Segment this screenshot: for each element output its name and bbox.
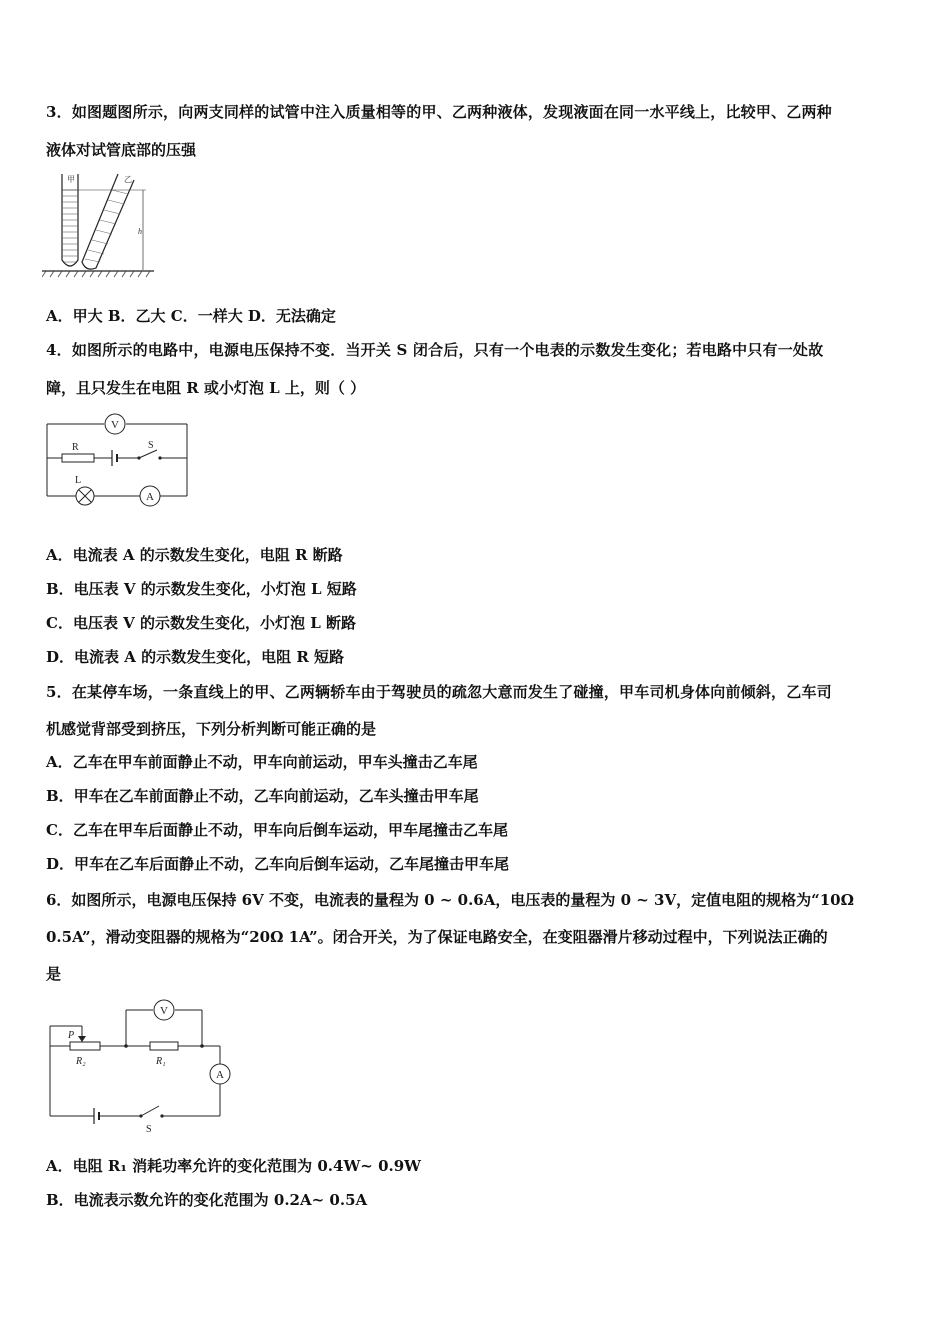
label-r: R [72,442,79,453]
ground-hatch [42,271,150,277]
label-a: A [146,491,154,503]
q3-test-tubes-figure [42,168,162,280]
switch-s [139,450,157,458]
q5-stem-line2: 机感觉背部受到挤压，下列分析判断可能正确的是 [46,720,377,738]
tube-yi [82,174,134,269]
q6-circuit-figure [42,994,237,1134]
q6-stem-line3: 是 [46,965,62,983]
label-s: S [148,440,154,451]
label-v: V [160,1005,168,1017]
q3-stem-line1: 3．如图题图所示，向两支同样的试管中注入质量相等的甲、乙两种液体，发现液面在同一水平线上，比较甲、乙两种 [46,103,832,121]
label-r2: R₂ [76,1056,86,1067]
q5-option-a: A．乙车在甲车前面静止不动，甲车向前运动，甲车头撞击乙车尾 [46,753,478,771]
q4-stem-line1: 4．如图所示的电路中，电源电压保持不变．当开关 S 闭合后，只有一个电表的示数发生变化；若电路中只有一处故 [46,341,824,359]
label-a: A [216,1069,224,1081]
q4-option-a: A．电流表 A 的示数发生变化，电阻 R 断路 [46,546,343,564]
q4-option-d: D．电流表 A 的示数发生变化，电阻 R 短路 [46,648,345,666]
label-p: P [68,1030,75,1041]
label-yi: 乙 [124,175,132,184]
q6-stem-line2: 0.5A”，滑动变阻器的规格为“20Ω 1A”。闭合开关，为了保证电路安全，在变阻器滑片移动过程中，下列说法正确的 [46,928,828,946]
q6-option-a: A．电阻 R₁ 消耗功率允许的变化范围为 0.4W~ 0.9W [46,1157,422,1175]
q3-stem-line2: 液体对试管底部的压强 [46,141,197,159]
resistor-r [62,454,94,462]
q4-circuit-figure [42,408,192,510]
label-jia: 甲 [67,175,75,184]
q4-stem-line2: 障，且只发生在电阻 R 或小灯泡 L 上，则（ ） [46,379,366,397]
rheostat-r2 [70,1042,100,1050]
q5-stem-line1: 5．在某停车场，一条直线上的甲、乙两辆轿车由于驾驶员的疏忽大意而发生了碰撞，甲车司机身体向前倾斜，乙车司 [46,683,832,701]
label-r1: R₁ [156,1056,166,1067]
q4-option-c: C．电压表 V 的示数发生变化，小灯泡 L 断路 [46,614,357,632]
label-v: V [111,419,119,431]
q4-option-b: B．电压表 V 的示数发生变化，小灯泡 L 短路 [46,580,357,598]
resistor-r1 [150,1042,178,1050]
liquid-jia [62,190,78,262]
label-s: S [146,1124,152,1134]
label-h: h [138,227,142,236]
q5-option-c: C．乙车在甲车后面静止不动，甲车向后倒车运动，甲车尾撞击乙车尾 [46,821,508,839]
q3-options: A．甲大 B．乙大 C．一样大 D．无法确定 [46,307,336,325]
q6-option-b: B．电流表示数允许的变化范围为 0.2A~ 0.5A [46,1191,368,1209]
switch-s [141,1106,159,1116]
q5-option-b: B．甲车在乙车前面静止不动，乙车向前运动，乙车头撞击甲车尾 [46,787,479,805]
label-l: L [75,475,82,486]
q5-option-d: D．甲车在乙车后面静止不动，乙车向后倒车运动，乙车尾撞击甲车尾 [46,855,510,873]
q6-stem-line1: 6．如图所示，电源电压保持 6V 不变，电流表的量程为 0 ~ 0.6A，电压表的量程为 0 ~ 3V，定值电阻的规格为“10Ω [46,891,854,909]
